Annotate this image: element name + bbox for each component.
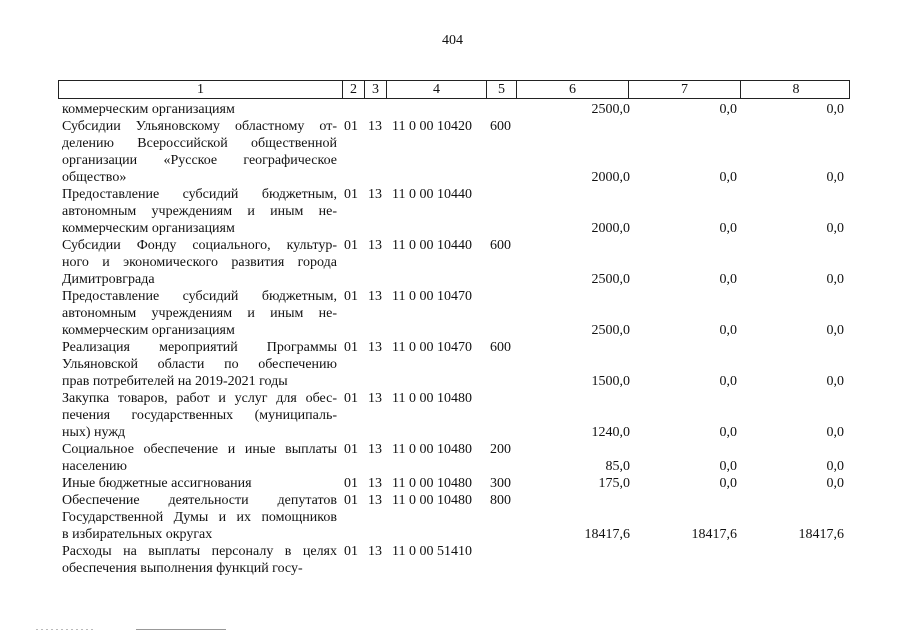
description-line: коммерческим организациям <box>62 323 235 338</box>
row-description <box>62 118 337 186</box>
description-line: ных) нужд <box>62 425 126 440</box>
amount-2019: 85,0 <box>605 459 630 474</box>
target-article-code: 11 0 00 10480 <box>392 442 472 457</box>
scan-artifact <box>36 628 236 631</box>
section-code: 01 <box>344 119 358 134</box>
description-line: ного и экономического развития города <box>62 255 337 270</box>
header-col-5: 5 <box>487 81 517 98</box>
description-line: прав потребителей на 2019-2021 годы <box>62 374 288 389</box>
subsection-code: 13 <box>368 340 382 355</box>
target-article-code: 11 0 00 10480 <box>392 476 472 491</box>
amount-2019: 1500,0 <box>591 374 630 389</box>
description-line: Субсидии Ульяновскому областному от- <box>62 119 337 134</box>
amount-2019: 2500,0 <box>591 102 630 117</box>
row-description <box>62 339 337 390</box>
amount-2019: 175,0 <box>598 476 630 491</box>
description-line: Предоставление субсидий бюджетным, <box>62 289 337 304</box>
description-line: Субсидии Фонду социального, культур- <box>62 238 337 253</box>
target-article-code: 11 0 00 10420 <box>392 119 472 134</box>
expense-type-code: 300 <box>490 476 511 491</box>
amount-2020: 0,0 <box>719 102 737 117</box>
description-line: коммерческим организациям <box>62 102 235 117</box>
header-col-7: 7 <box>629 81 741 98</box>
description-line: Реализация мероприятий Программы <box>62 340 337 355</box>
expense-type-code: 600 <box>490 238 511 253</box>
amount-2020: 0,0 <box>719 459 737 474</box>
row-description <box>62 543 337 577</box>
amount-2019: 2000,0 <box>591 170 630 185</box>
amount-2020: 18417,6 <box>691 527 737 542</box>
amount-2021: 0,0 <box>826 425 844 440</box>
description-line: Обеспечение деятельности депутатов <box>62 493 337 508</box>
subsection-code: 13 <box>368 119 382 134</box>
subsection-code: 13 <box>368 187 382 202</box>
row-description <box>62 186 337 237</box>
header-col-6: 6 <box>517 81 629 98</box>
amount-2019: 2000,0 <box>591 221 630 236</box>
target-article-code: 11 0 00 10440 <box>392 187 472 202</box>
amount-2021: 0,0 <box>826 272 844 287</box>
table-row <box>62 543 852 577</box>
description-line: автономным учреждениям и иным не- <box>62 204 337 219</box>
target-article-code: 11 0 00 10480 <box>392 493 472 508</box>
subsection-code: 13 <box>368 391 382 406</box>
expense-type-code: 200 <box>490 442 511 457</box>
amount-2020: 0,0 <box>719 323 737 338</box>
table-body <box>62 101 852 577</box>
section-code: 01 <box>344 544 358 559</box>
subsection-code: 13 <box>368 476 382 491</box>
expense-type-code: 600 <box>490 340 511 355</box>
amount-2020: 0,0 <box>719 221 737 236</box>
description-line: делению Всероссийской общественной <box>62 136 337 151</box>
description-line: общество» <box>62 170 127 185</box>
description-line: Расходы на выплаты персоналу в целях <box>62 544 337 559</box>
amount-2020: 0,0 <box>719 374 737 389</box>
row-description <box>62 492 337 543</box>
section-code: 01 <box>344 187 358 202</box>
header-col-1: 1 <box>59 81 343 98</box>
section-code: 01 <box>344 476 358 491</box>
header-col-4: 4 <box>387 81 487 98</box>
amount-2021: 0,0 <box>826 323 844 338</box>
row-description <box>62 390 337 441</box>
target-article-code: 11 0 00 51410 <box>392 544 472 559</box>
page-number: 404 <box>442 33 463 48</box>
amount-2021: 18417,6 <box>798 527 844 542</box>
amount-2019: 2500,0 <box>591 272 630 287</box>
row-description <box>62 237 337 288</box>
subsection-code: 13 <box>368 289 382 304</box>
description-line: организации «Русское географическое <box>62 153 337 168</box>
section-code: 01 <box>344 442 358 457</box>
header-col-2: 2 <box>343 81 365 98</box>
description-line: коммерческим организациям <box>62 221 235 236</box>
amount-2021: 0,0 <box>826 102 844 117</box>
amount-2021: 0,0 <box>826 374 844 389</box>
section-code: 01 <box>344 289 358 304</box>
subsection-code: 13 <box>368 238 382 253</box>
row-description <box>62 475 337 492</box>
description-line: населению <box>62 459 127 474</box>
subsection-code: 13 <box>368 442 382 457</box>
target-article-code: 11 0 00 10480 <box>392 391 472 406</box>
target-article-code: 11 0 00 10470 <box>392 340 472 355</box>
table-header <box>58 80 850 99</box>
description-line: обеспечения выполнения функций госу- <box>62 561 303 576</box>
header-col-3: 3 <box>365 81 387 98</box>
amount-2021: 0,0 <box>826 170 844 185</box>
description-line: Ульяновской области по обеспечению <box>62 357 337 372</box>
row-description <box>62 101 337 118</box>
subsection-code: 13 <box>368 544 382 559</box>
section-code: 01 <box>344 493 358 508</box>
description-line: Димитровграда <box>62 272 155 287</box>
description-line: печения государственных (муниципаль- <box>62 408 337 423</box>
target-article-code: 11 0 00 10470 <box>392 289 472 304</box>
amount-2021: 0,0 <box>826 221 844 236</box>
section-code: 01 <box>344 238 358 253</box>
amount-2019: 18417,6 <box>584 527 630 542</box>
amount-2020: 0,0 <box>719 272 737 287</box>
section-code: 01 <box>344 340 358 355</box>
subsection-code: 13 <box>368 493 382 508</box>
header-col-8: 8 <box>792 82 800 97</box>
row-description <box>62 441 337 475</box>
description-line: автономным учреждениям и иным не- <box>62 306 337 321</box>
amount-2021: 0,0 <box>826 476 844 491</box>
section-code: 01 <box>344 391 358 406</box>
description-line: Иные бюджетные ассигнования <box>62 476 252 491</box>
expense-type-code: 800 <box>490 493 511 508</box>
description-line: Закупка товаров, работ и услуг для обес- <box>62 391 337 406</box>
description-line: Государственной Думы и их помощников <box>62 510 337 525</box>
amount-2020: 0,0 <box>719 425 737 440</box>
amount-2020: 0,0 <box>719 476 737 491</box>
description-line: Социальное обеспечение и иные выплаты <box>62 442 337 457</box>
amount-2021: 0,0 <box>826 459 844 474</box>
description-line: в избирательных округах <box>62 527 213 542</box>
description-line: Предоставление субсидий бюджетным, <box>62 187 337 202</box>
row-description <box>62 288 337 339</box>
amount-2019: 1240,0 <box>591 425 630 440</box>
target-article-code: 11 0 00 10440 <box>392 238 472 253</box>
amount-2019: 2500,0 <box>591 323 630 338</box>
amount-2020: 0,0 <box>719 170 737 185</box>
expense-type-code: 600 <box>490 119 511 134</box>
